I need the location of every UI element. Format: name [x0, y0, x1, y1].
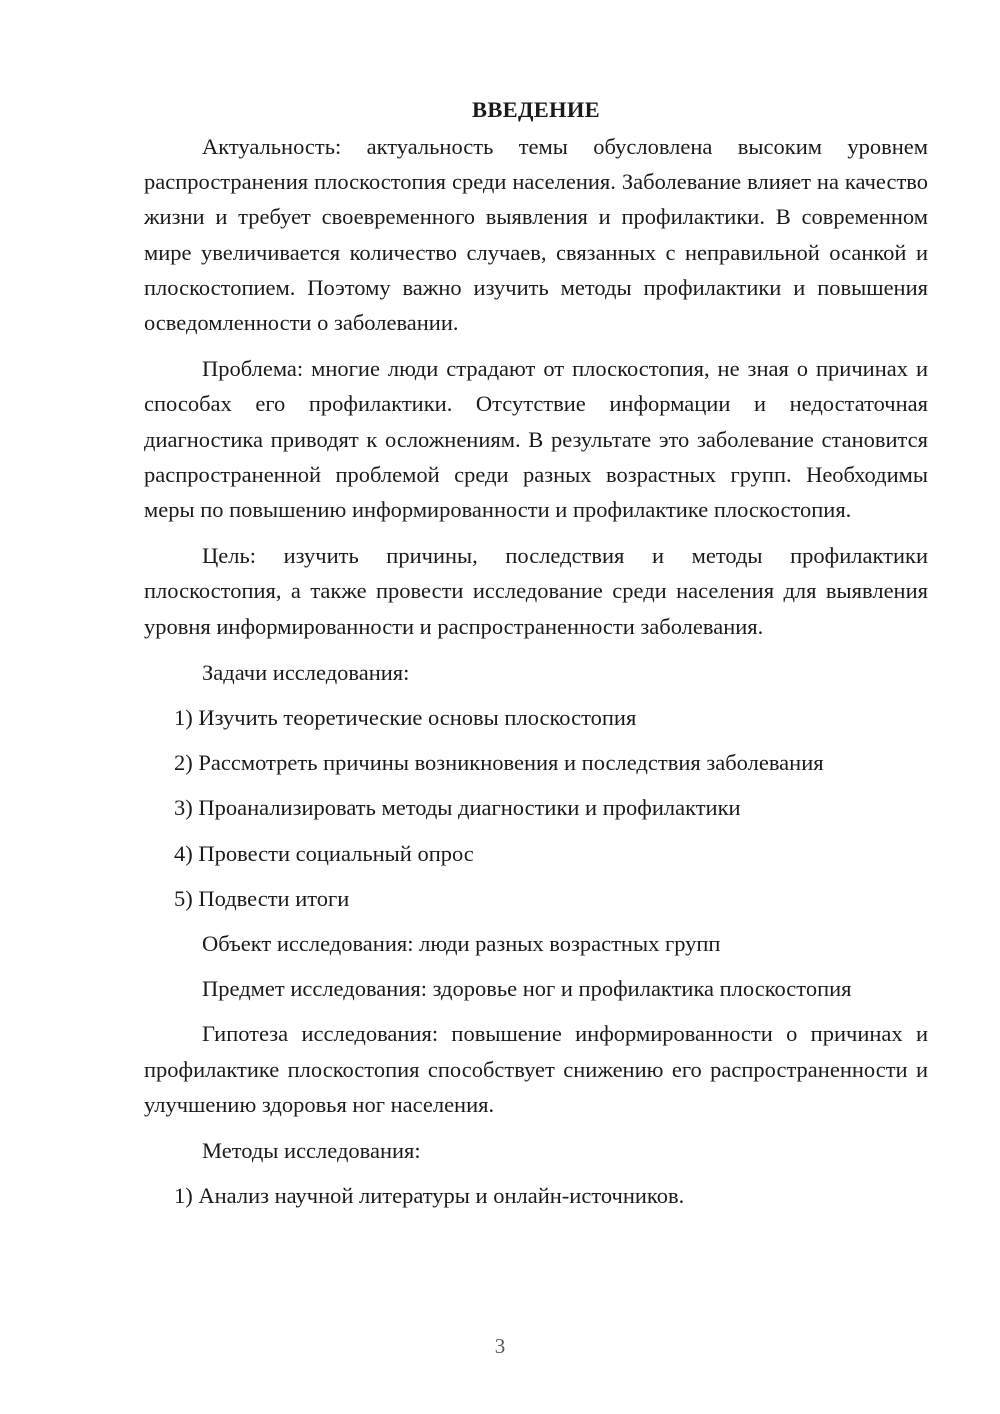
hypothesis-paragraph: Гипотеза исследования: повышение информированности о причинах и профилактике плоскостопия способствует снижению его распространенности и улучшению здоровья ног населения. — [144, 1021, 928, 1117]
page-number: 3 — [494, 1334, 506, 1358]
tasks-list — [144, 700, 928, 916]
methods-list — [144, 1178, 928, 1213]
page-title: ВВЕДЕНИЕ — [472, 97, 600, 122]
task-item: 1) Изучить теоретические основы плоскостопия — [174, 705, 637, 731]
method-item: 1) Анализ научной литературы и онлайн-источников. — [174, 1183, 685, 1209]
research-object: Объект исследования: люди разных возрастных групп — [202, 931, 721, 957]
task-item: 4) Провести социальный опрос — [174, 840, 474, 866]
research-subject: Предмет исследования: здоровье ног и профилактика плоскостопия — [202, 976, 852, 1002]
document-page — [144, 92, 928, 1223]
goal-paragraph: Цель: изучить причины, последствия и методы профилактики плоскостопия, а также провести исследование среди населения для выявления уровня информированности и распространенности заболевания. — [144, 543, 928, 639]
tasks-label: Задачи исследования: — [202, 659, 410, 685]
task-item: 3) Проанализировать методы диагностики и профилактики — [174, 795, 741, 821]
problem-paragraph: Проблема: многие люди страдают от плоскостопия, не зная о причинах и способах его профилактики. Отсутствие информации и недостаточная диагностика приводят к осложнениям. В результате это заболевание становится распространенной проблемой среди разных возрастных групп. Необходимы меры по повышению информированности и профилактике плоскостопия. — [144, 356, 928, 523]
relevance-paragraph: Актуальность: актуальность темы обусловлена высоким уровнем распространения плоскостопия среди населения. Заболевание влияет на качество жизни и требует своевременного выявления и профилактики. В современном мире увеличивается количество случаев, связанных с неправильной осанкой и плоскостопием. Поэтому важно изучить методы профилактики и повышения осведомленности о заболевании. — [144, 134, 928, 336]
methods-label: Методы исследования: — [202, 1138, 421, 1164]
task-item: 2) Рассмотреть причины возникновения и последствия заболевания — [174, 750, 824, 776]
task-item: 5) Подвести итоги — [174, 885, 350, 911]
